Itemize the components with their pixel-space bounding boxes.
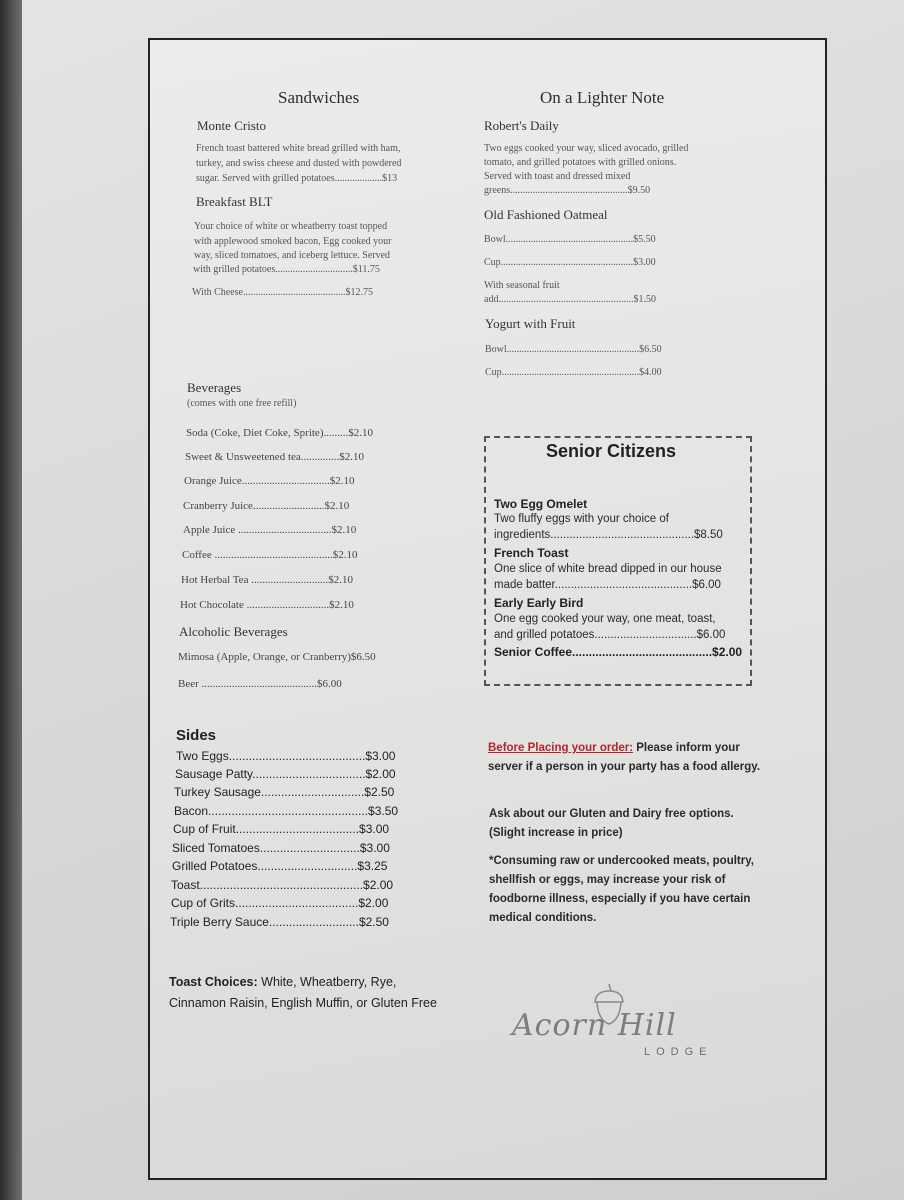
omelet-desc: Two fluffy eggs with your choice of [494, 513, 669, 525]
roberts-desc-2: tomato, and grilled potatoes with grilled onions. [484, 157, 677, 168]
early-bird-desc: One egg cooked your way, one meat, toast, [494, 613, 716, 625]
senior-heading: Senior Citizens [546, 441, 677, 461]
blt-desc-2: with applewood smoked bacon, Egg cooked your [194, 236, 392, 247]
side-item: Bacon................................................$3.50 [174, 804, 399, 818]
gluten-note: Ask about our Gluten and Dairy free options. (Slight increase in price) [489, 808, 734, 839]
monte-cristo-desc-1: French toast battered white bread grilled with ham, [196, 143, 401, 154]
omelet-price: ingredients.............................................$8.50 [494, 529, 723, 541]
beer-item: Beer ..........................................$6.00 [178, 678, 342, 690]
blt-desc-3: way, sliced tomatoes, and iceberg lettuce. Served [194, 250, 391, 261]
allergy-text: Please inform your server if a person in your party has a food allergy. [488, 742, 761, 773]
allergy-label: Before Placing your order: [488, 742, 634, 754]
monte-cristo-title: Monte Cristo [197, 118, 266, 133]
toast-choices-text: White, Wheatberry, Rye, Cinnamon Raisin, English Muffin, or Gluten Free [169, 975, 437, 1010]
oatmeal-bowl: Bowl...................................................$5.50 [484, 234, 656, 245]
toast-choices-label: Toast Choices: [169, 975, 258, 989]
monte-cristo-desc-2: turkey, and swiss cheese and dusted with powdered [196, 158, 402, 169]
alcoholic-heading: Alcoholic Beverages [179, 624, 288, 639]
breakfast-blt-title: Breakfast BLT [196, 194, 273, 209]
french-toast-price: made batter...........................................$6.00 [494, 579, 721, 591]
blt-price: with grilled potatoes...............................$11.75 [193, 264, 380, 275]
roberts-desc-3: Served with toast and dressed mixed [484, 171, 631, 182]
raw-food-warning: *Consuming raw or undercooked meats, poultry, shellfish or eggs, may increase your risk of foodborne illness, especially if you have certain medical conditions. [489, 855, 754, 924]
french-toast-desc: One slice of white bread dipped in our house [494, 563, 722, 575]
oatmeal-cup: Cup.....................................................$3.00 [484, 257, 656, 268]
oatmeal-fruit-price: add......................................................$1.50 [484, 294, 656, 305]
early-bird-price: and grilled potatoes................................$6.00 [494, 629, 726, 641]
mimosa-item: Mimosa (Apple, Orange, or Cranberry)$6.50 [178, 651, 376, 663]
beverage-item: Hot Chocolate ..............................$2.10 [180, 599, 354, 611]
beverage-item: Sweet & Unsweetened tea..............$2.10 [185, 451, 365, 463]
yogurt-cup: Cup.......................................................$4.00 [485, 367, 662, 378]
blt-desc-1: Your choice of white or wheatberry toast topped [194, 221, 388, 232]
french-toast-title: French Toast [494, 546, 569, 560]
side-item: Sliced Tomatoes..............................$3.00 [172, 841, 390, 855]
logo-subtitle: LODGE [644, 1046, 713, 1058]
senior-coffee: Senior Coffee..........................................$2.00 [494, 645, 743, 659]
roberts-price: greens...............................................$9.50 [484, 185, 651, 196]
beverage-item: Cranberry Juice..........................$2.10 [183, 500, 350, 512]
side-item: Toast.................................................$2.00 [171, 878, 394, 892]
side-item: Cup of Fruit.....................................$3.00 [173, 822, 390, 836]
beverage-item: Hot Herbal Tea ............................$2.10 [181, 574, 353, 586]
beverage-item: Orange Juice................................$2.10 [184, 475, 355, 487]
yogurt-bowl: Bowl.....................................................$6.50 [485, 344, 662, 355]
beverage-item: Soda (Coke, Diet Coke, Sprite).........$2.10 [186, 427, 373, 439]
side-item: Cup of Grits.....................................$2.00 [171, 896, 389, 910]
allergy-note [488, 739, 764, 777]
sandwiches-heading: Sandwiches [278, 88, 360, 107]
side-item: Triple Berry Sauce...........................$2.50 [170, 915, 389, 929]
beverages-heading: Beverages [187, 380, 242, 395]
beverage-item: Coffee ...........................................$2.10 [182, 549, 358, 561]
side-item: Two Eggs.........................................$3.00 [176, 749, 396, 763]
monte-cristo-price: sugar. Served with grilled potatoes...................$13 [196, 173, 398, 184]
roberts-desc-1: Two eggs cooked your way, sliced avocado, grilled [484, 143, 689, 154]
toast-choices [169, 972, 444, 1014]
side-item: Sausage Patty..................................$2.00 [175, 767, 396, 781]
oatmeal-fruit-1: With seasonal fruit [484, 280, 560, 291]
page-shadow [0, 0, 22, 1200]
logo-wordmark: Acorn Hill [512, 1008, 677, 1043]
early-bird-title: Early Early Bird [494, 596, 584, 610]
oatmeal-title: Old Fashioned Oatmeal [484, 207, 608, 222]
roberts-daily-title: Robert's Daily [484, 118, 559, 133]
lighter-note-heading: On a Lighter Note [540, 88, 665, 107]
omelet-title: Two Egg Omelet [494, 497, 588, 511]
sides-heading: Sides [176, 727, 217, 744]
beverage-item: Apple Juice ..................................$2.10 [183, 524, 357, 536]
beverages-subheading: (comes with one free refill) [187, 398, 297, 409]
side-item: Turkey Sausage...............................$2.50 [174, 785, 395, 799]
yogurt-title: Yogurt with Fruit [485, 316, 576, 331]
side-item: Grilled Potatoes..............................$3.25 [172, 859, 388, 873]
blt-with-cheese: With Cheese.........................................$12.75 [192, 287, 373, 298]
